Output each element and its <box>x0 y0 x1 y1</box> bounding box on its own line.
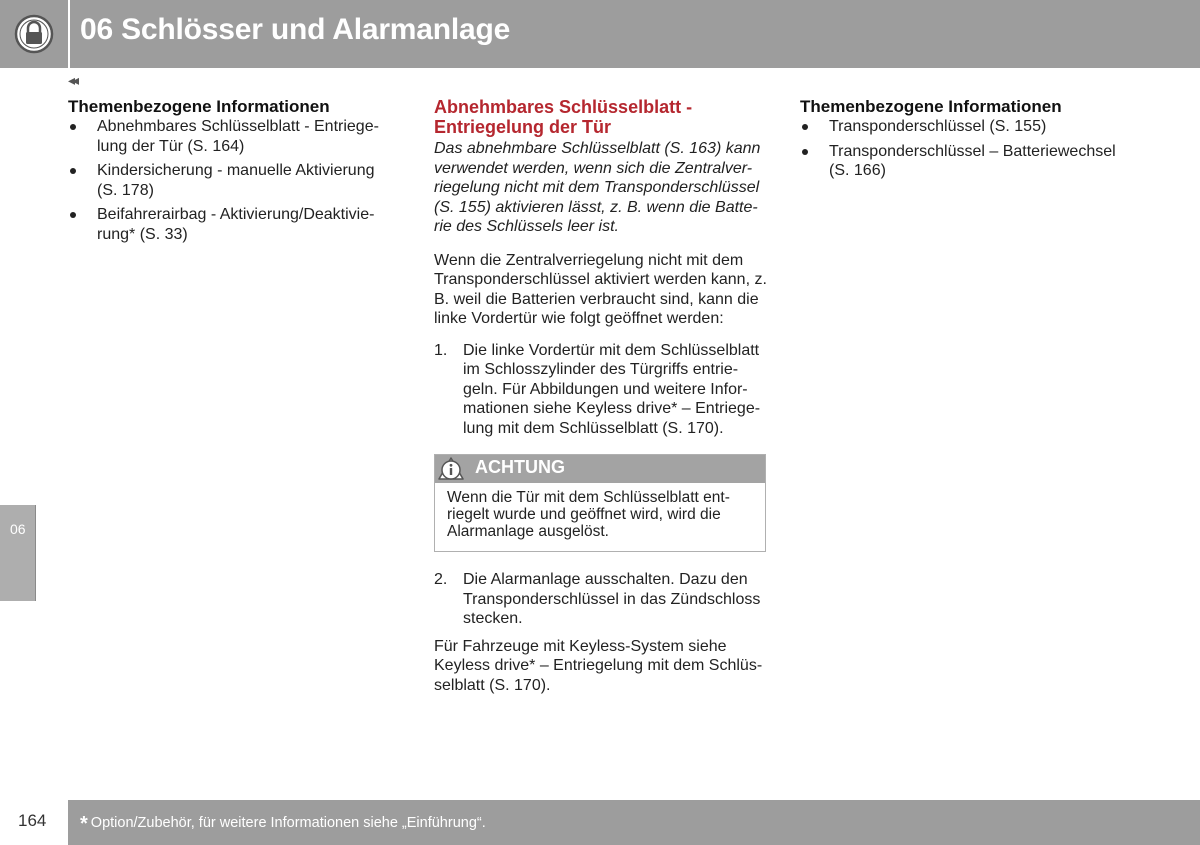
bullet-icon <box>70 168 76 174</box>
related-info-list <box>68 117 388 244</box>
right-column <box>800 97 1130 186</box>
related-info-list <box>800 117 1130 181</box>
related-info-heading: Themenbezogene Informationen <box>68 97 330 116</box>
step-number: 1. <box>434 341 448 359</box>
caution-text: Wenn die Tür mit dem Schlüsselblatt ent-riegelt wurde und geöffnet wird, wird die Alarmanlage ausgelöst. <box>447 489 730 540</box>
body-paragraph: Wenn die Zentralverriegelung nicht mit dem Transponderschlüssel aktiviert werden kann, z. B. weil die Batterien verbraucht sind, kann die linke Vordertür wie folgt geöffnet werden: <box>434 251 767 327</box>
step-text: Die linke Vordertür mit dem Schlüsselblatt im Schlosszylinder des Türgriffs entrie-geln. Für Abbildungen und weitere Infor-mationen siehe Keyless drive* – Entriege-lung mit dem Schlüsselblatt (S. 170). <box>463 341 761 437</box>
bullet-icon <box>70 212 76 218</box>
step-number: 2. <box>434 571 448 588</box>
middle-column <box>434 97 769 695</box>
caution-box <box>434 454 766 552</box>
step-1 <box>434 341 769 439</box>
chapter-tab-label: 06 <box>10 521 26 537</box>
step-2 <box>434 570 769 629</box>
intro-paragraph: Das abnehmbare Schlüsselblatt (S. 163) kann verwendet werden, wenn sich die Zentralver-riegelung nicht mit dem Transponderschlüssel (S. 155) aktivieren lässt, z. B. wenn die Batte-rie des Schlüssels leer ist. <box>434 140 761 235</box>
back-arrows-icon[interactable]: ◂◂ <box>68 72 77 88</box>
info-icon <box>438 457 464 481</box>
bullet-icon <box>802 149 808 155</box>
list-item[interactable]: Transponderschlüssel – Batteriewechsel (S. 166) <box>800 142 1130 181</box>
closing-paragraph: Für Fahrzeuge mit Keyless-System siehe Keyless drive* – Entriegelung mit dem Schlüs-selblatt (S. 170). <box>434 637 763 694</box>
chapter-title: 06 Schlösser und Alarmanlage <box>80 13 511 46</box>
chapter-header <box>0 0 1200 68</box>
step-text: Die Alarmanlage ausschalten. Dazu den Transponderschlüssel in das Zündschloss stecken. <box>463 571 761 627</box>
footer-note <box>80 813 486 836</box>
bullet-icon <box>70 124 76 130</box>
header-icon-box <box>0 0 68 68</box>
list-item[interactable]: Beifahrerairbag - Aktivierung/Deaktivie-rung* (S. 33) <box>68 205 388 244</box>
section-heading: Abnehmbares Schlüsselblatt - Entriegelung der Tür <box>434 97 693 137</box>
list-item[interactable]: Transponderschlüssel (S. 155) <box>800 117 1130 137</box>
left-column <box>68 97 388 249</box>
asterisk: * <box>80 813 88 835</box>
list-item[interactable]: Kindersicherung - manuelle Aktivierung (S. 178) <box>68 161 388 200</box>
footer-note-text: Option/Zubehör, für weitere Informationen siehe „Einführung“. <box>90 815 486 831</box>
caution-header <box>435 455 765 483</box>
chapter-tab[interactable] <box>0 505 36 601</box>
caution-label: ACHTUNG <box>475 457 565 477</box>
header-separator <box>68 0 70 68</box>
page-number: 164 <box>18 811 47 830</box>
bullet-icon <box>802 124 808 130</box>
related-info-heading: Themenbezogene Informationen <box>800 97 1062 116</box>
list-item[interactable]: Abnehmbares Schlüsselblatt - Entriege-lung der Tür (S. 164) <box>68 117 388 156</box>
padlock-icon <box>14 14 54 54</box>
